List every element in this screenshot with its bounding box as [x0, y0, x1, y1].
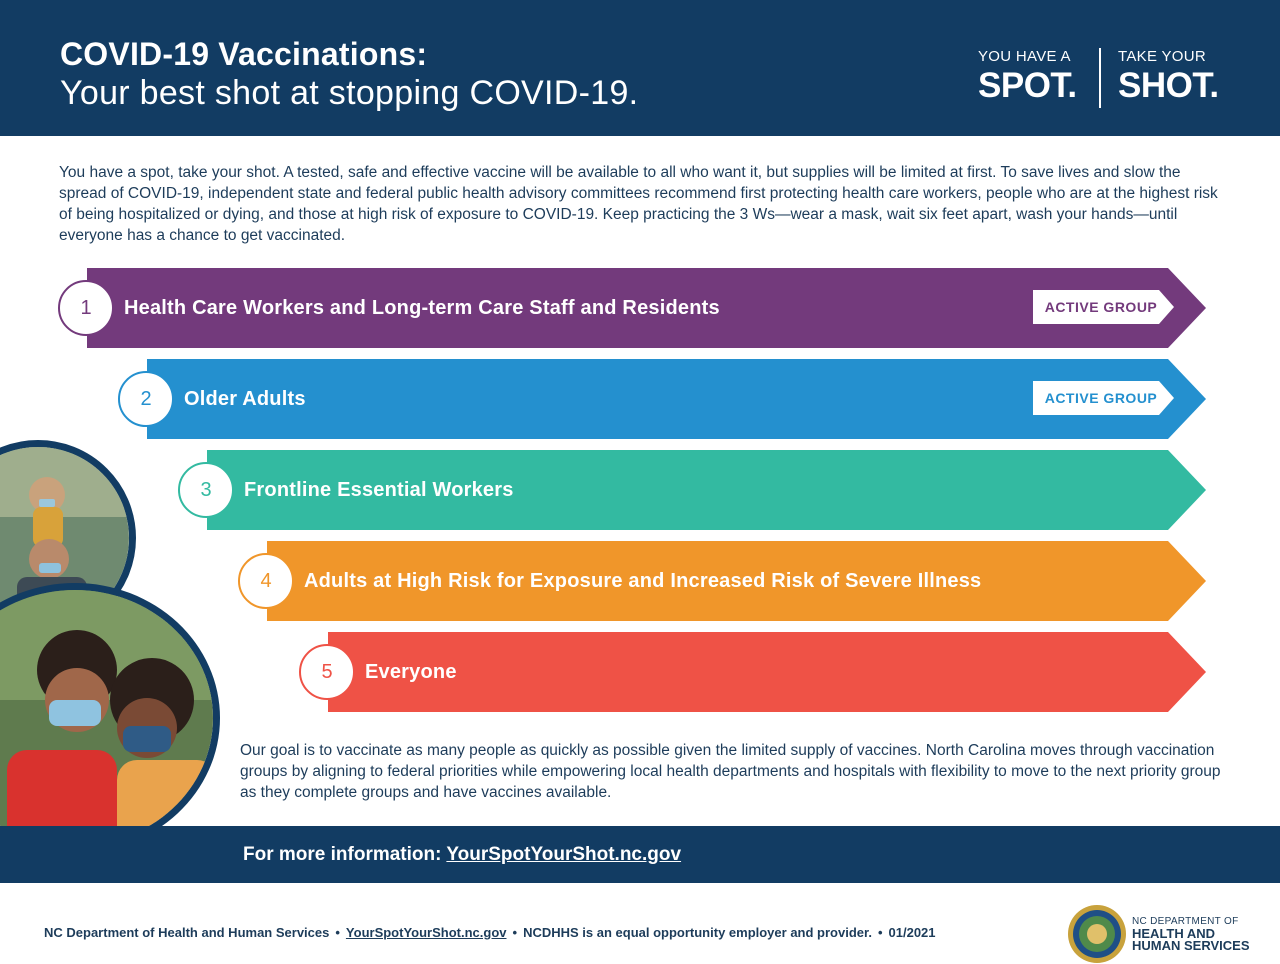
active-group-label: ACTIVE GROUP	[1044, 299, 1158, 315]
dept-logo-text	[1132, 916, 1272, 952]
group-band-4	[260, 541, 1207, 621]
group-label: Health Care Workers and Long-term Care Staff and Residents	[124, 297, 720, 319]
page-subtitle: Your best shot at stopping COVID-19.	[60, 74, 639, 112]
logo-small-right: TAKE YOUR	[1118, 48, 1206, 65]
active-group-label: ACTIVE GROUP	[1044, 390, 1158, 406]
group-label: Frontline Essential Workers	[244, 479, 514, 501]
info-prefix: For more information:	[243, 844, 447, 865]
footer-statement: NCDHHS is an equal opportunity employer and provider.	[523, 925, 872, 940]
group-label: Everyone	[365, 661, 457, 683]
dept-line1: NC DEPARTMENT OF	[1132, 916, 1239, 927]
women-hugging-image	[0, 590, 213, 846]
spot-shot-logo	[978, 46, 1238, 110]
group-label: Adults at High Risk for Exposure and Increased Risk of Severe Illness	[304, 570, 982, 592]
group-number-badge: 5	[299, 644, 355, 700]
logo-divider	[1099, 48, 1101, 108]
logo-small-left: YOU HAVE A	[978, 48, 1071, 65]
info-link[interactable]: YourSpotYourShot.nc.gov	[446, 844, 682, 865]
group-band-1	[80, 268, 1207, 348]
group-number-badge: 3	[178, 462, 234, 518]
active-group-badge	[1033, 381, 1175, 415]
footer-org: NC Department of Health and Human Services	[44, 925, 330, 940]
photo-women-hugging	[0, 583, 220, 853]
dept-line2: HEALTH AND	[1132, 926, 1216, 941]
footer-date: 01/2021	[888, 925, 936, 940]
arrow-shape	[328, 632, 1207, 712]
dept-line3: HUMAN SERVICES	[1132, 938, 1250, 953]
header-banner	[0, 0, 1280, 136]
footer-bullet: •	[335, 925, 340, 940]
info-bar	[0, 826, 1280, 883]
group-label: Older Adults	[184, 388, 306, 410]
footer-link[interactable]: YourSpotYourShot.nc.gov	[345, 925, 507, 940]
goal-paragraph: Our goal is to vaccinate as many people as quickly as possible given the limited supply of vaccines. North Carolina moves through vaccination groups by aligning to federal priorities while empowering local health departments and hospitals with flexibility to move to the next priority group as they complete groups and have vaccines available.	[240, 742, 1221, 801]
state-seal-icon	[1067, 904, 1127, 964]
group-band-5	[321, 632, 1207, 712]
group-number-badge: 4	[238, 553, 294, 609]
group-number-badge: 2	[118, 371, 174, 427]
group-band-2	[140, 359, 1207, 439]
intro-paragraph: You have a spot, take your shot. A tested, safe and effective vaccine will be available to all who want it, but supplies will be limited at first. To save lives and slow the spread of COVID-19, independent state and federal public health advisory committees recommend first protecting health care workers, people who are at the highest risk of being hospitalized or dying, and those at high risk of exposure to COVID-19. Keep practicing the 3 Ws—wear a mask, wait six feet apart, wash your hands—until everyone has a chance to get vaccinated.	[59, 164, 1218, 244]
group-number-badge: 1	[58, 280, 114, 336]
footer-bullet: •	[512, 925, 518, 940]
logo-big-right: SHOT.	[1118, 66, 1219, 105]
info-text	[243, 826, 681, 883]
active-group-badge	[1033, 290, 1175, 324]
footer-bullet: •	[877, 925, 883, 940]
footer-text	[44, 925, 936, 940]
logo-big-left: SPOT.	[978, 66, 1077, 105]
page-title: COVID-19 Vaccinations:	[60, 36, 428, 72]
group-band-3	[200, 450, 1207, 530]
